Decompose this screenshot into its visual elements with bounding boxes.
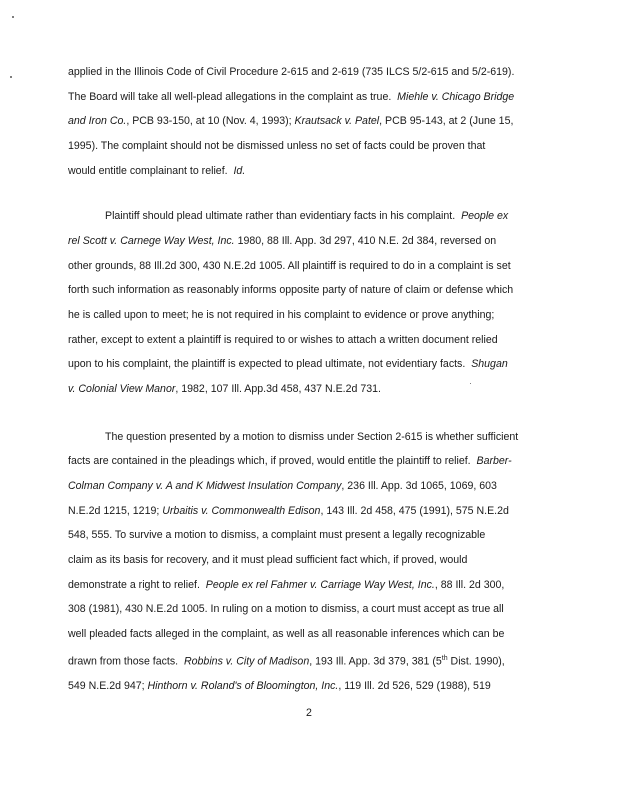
- text-line: and Iron Co., PCB 93-150, at 10 (Nov. 4, 1993); Krautsack v. Patel, PCB 95-143, at 2 (June 15,: [68, 115, 514, 128]
- paragraph: [68, 425, 550, 699]
- case-citation: Robbins v. City of Madison: [184, 655, 310, 668]
- case-citation: Krautsack v. Patel: [294, 115, 380, 128]
- text-line: forth such information as reasonably informs opposite party of nature of claim or defense which: [68, 284, 514, 297]
- text-line: demonstrate a right to relief. People ex rel Fahmer v. Carriage Way West, Inc., 88 Ill. 2d 300,: [68, 578, 505, 591]
- page-number: 2: [306, 707, 312, 719]
- text-line: other grounds, 88 Ill.2d 300, 430 N.E.2d 1005. All plaintiff is required to do in a complaint is set: [68, 259, 511, 272]
- case-citation: rel Scott v. Carnege Way West, Inc.: [68, 234, 235, 247]
- case-citation: Shugan: [471, 358, 508, 371]
- text-line: would entitle complainant to relief. Id.: [68, 164, 246, 177]
- document-body: [68, 60, 550, 699]
- text-line: 549 N.E.2d 947; Hinthorn v. Roland's of Bloomington, Inc., 119 Ill. 2d 526, 529 (1988), 519: [68, 680, 491, 693]
- text-line: facts are contained in the pleadings which, if proved, would entitle the plaintiff to relief. Barber-: [68, 455, 512, 468]
- case-citation: People ex rel Fahmer v. Carriage Way West, Inc.: [205, 578, 435, 591]
- case-citation: People ex: [461, 210, 509, 223]
- case-citation: and Iron Co.: [68, 115, 127, 128]
- case-citation: Miehle v. Chicago Bridge: [397, 90, 515, 103]
- paragraph: [68, 204, 550, 402]
- case-citation: Urbaitis v. Commonwealth Edison: [162, 504, 321, 517]
- text-line: drawn from those facts. Robbins v. City of Madison, 193 Ill. App. 3d 379, 381 (5th Dist. 1990),: [68, 654, 505, 668]
- text-line: The Board will take all well-plead allegations in the complaint as true. Miehle v. Chicago Bridge: [68, 90, 515, 103]
- text-line: Plaintiff should plead ultimate rather than evidentiary facts in his complaint. People ex: [105, 210, 509, 223]
- text-line: he is called upon to meet; he is not required in his complaint to evidence or prove anything;: [68, 309, 495, 322]
- text-line: rather, except to extent a plaintiff is required to or wishes to attach a written document relied: [68, 333, 498, 346]
- text-line: Colman Company v. A and K Midwest Insulation Company, 236 Ill. App. 3d 1065, 1069, 603: [68, 479, 497, 492]
- text-line: applied in the Illinois Code of Civil Procedure 2-615 and 2-619 (735 ILCS 5/2-615 and 5/2-619).: [68, 66, 515, 78]
- text-line: 308 (1981), 430 N.E.2d 1005. In ruling on a motion to dismiss, a court must accept as true all: [68, 603, 504, 616]
- scan-speck: [10, 76, 12, 78]
- text-line: well pleaded facts alleged in the complaint, as well as all reasonable inferences which can be: [68, 628, 505, 641]
- case-citation: Id.: [233, 164, 246, 177]
- case-citation: Colman Company v. A and K Midwest Insulation Company: [68, 479, 342, 492]
- text-line: upon to his complaint, the plaintiff is expected to plead ultimate, not evidentiary facts. Shugan: [68, 358, 508, 371]
- scan-speck: [12, 16, 14, 18]
- text-line: The question presented by a motion to dismiss under Section 2-615 is whether sufficient: [105, 430, 519, 443]
- case-citation: v. Colonial View Manor: [68, 383, 176, 396]
- text-line: claim as its basis for recovery, and it must plead sufficient fact which, if proved, would: [68, 554, 468, 567]
- paragraph: [68, 60, 550, 184]
- paragraph-gap: [68, 402, 550, 427]
- text-line: N.E.2d 1215, 1219; Urbaitis v. Commonwealth Edison, 143 Ill. 2d 458, 475 (1991), 575 N.E.2d: [68, 504, 509, 517]
- case-citation: Hinthorn v. Roland's of Bloomington, Inc.: [147, 680, 339, 693]
- case-citation: Barber-: [476, 455, 512, 468]
- text-line: v. Colonial View Manor, 1982, 107 Ill. App.3d 458, 437 N.E.2d 731.: [68, 383, 381, 396]
- ordinal-suffix: th: [441, 654, 448, 662]
- text-line: 1995). The complaint should not be dismissed unless no set of facts could be proven that: [68, 140, 486, 153]
- text-line: rel Scott v. Carnege Way West, Inc. 1980, 88 Ill. App. 3d 297, 410 N.E. 2d 384, reversed on: [68, 234, 497, 247]
- text-line: 548, 555. To survive a motion to dismiss, a complaint must present a legally recognizable: [68, 529, 486, 542]
